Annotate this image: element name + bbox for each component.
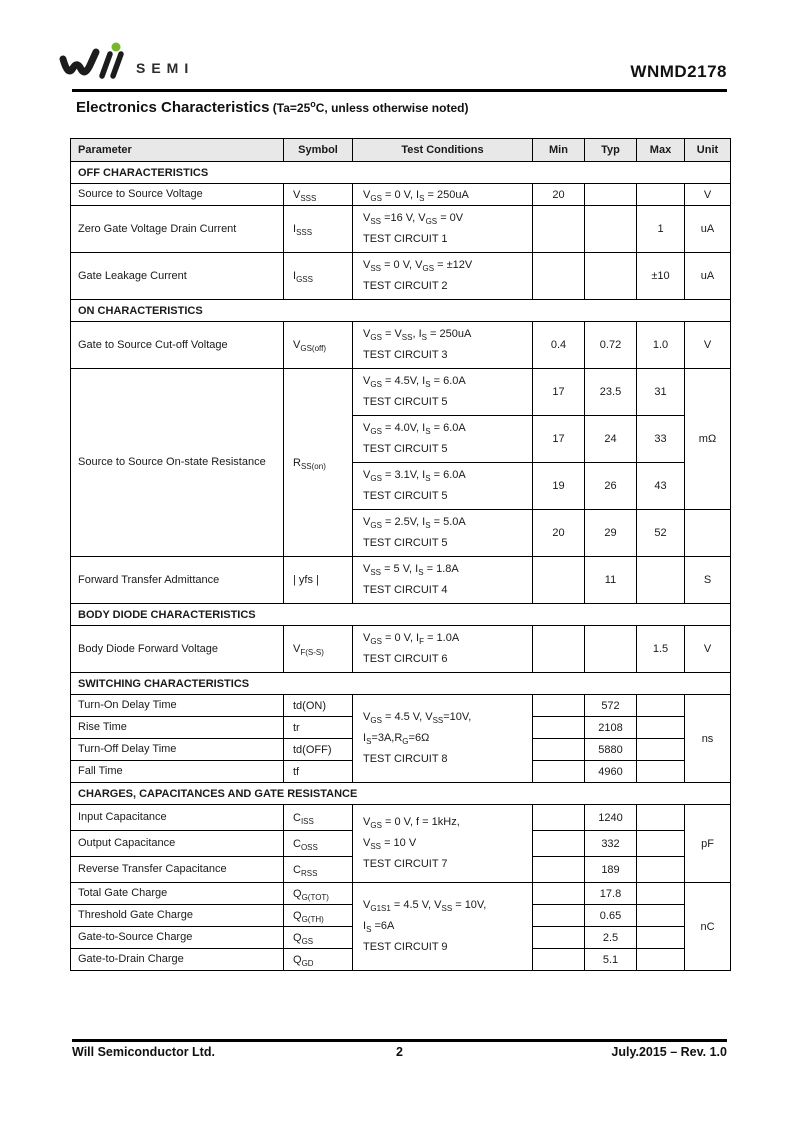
min-cell [533, 739, 585, 761]
min-cell [533, 761, 585, 783]
symbol-cell: $C_{RSS}$ [284, 857, 353, 883]
min-cell [533, 206, 585, 253]
min-cell: 17 [533, 416, 585, 463]
test-conditions-cell: $V_{SS} = 5$ V, $I_S = 1.8A$ TEST CIRCUIT 4 [353, 557, 533, 604]
max-cell: 1.5 [637, 626, 685, 673]
section-header-row [71, 673, 731, 695]
electronics-characteristics-table [70, 138, 731, 971]
parameter-cell: Gate-to-Drain Charge [71, 949, 284, 971]
section-header-row [71, 162, 731, 184]
min-cell [533, 949, 585, 971]
typ-cell: 0.72 [585, 322, 637, 369]
section-header-row [71, 300, 731, 322]
symbol-cell: $V_{SSS}$ [284, 184, 353, 206]
table-row [71, 322, 731, 369]
unit-cell: mΩ [685, 369, 731, 510]
max-cell [637, 927, 685, 949]
typ-cell: 2108 [585, 717, 637, 739]
min-cell: 17 [533, 369, 585, 416]
test-conditions-cell: $V_{SS} =16$ V, $V_{GS} = 0V$ TEST CIRCUIT 1 [353, 206, 533, 253]
symbol-cell: $I_{SSS}$ [284, 206, 353, 253]
footer-company: Will Semiconductor Ltd. [72, 1045, 215, 1059]
column-header-max: Max [637, 139, 685, 162]
header-rule [72, 89, 727, 92]
test-conditions-cell: $V_{GS} = 2.5V$, $I_S = 5.0A$ TEST CIRCUIT 5 [353, 510, 533, 557]
test-conditions-cell: $V_{GS} = V_{SS}$, $I_S = 250uA$ TEST CIRCUIT 3 [353, 322, 533, 369]
parameter-cell: Fall Time [71, 761, 284, 783]
table-row [71, 883, 731, 905]
max-cell: 1.0 [637, 322, 685, 369]
min-cell [533, 805, 585, 831]
section-title: CHARGES, CAPACITANCES AND GATE RESISTANCE [71, 783, 731, 805]
typ-cell [585, 206, 637, 253]
min-cell: 0.4 [533, 322, 585, 369]
table-row [71, 253, 731, 300]
test-conditions-cell: $V_{GS} = 4.0V$, $I_S = 6.0A$ TEST CIRCUIT 5 [353, 416, 533, 463]
parameter-cell: Body Diode Forward Voltage [71, 626, 284, 673]
table-row [71, 206, 731, 253]
section-title: ON CHARACTERISTICS [71, 300, 731, 322]
section-title: SWITCHING CHARACTERISTICS [71, 673, 731, 695]
unit-cell: uA [685, 206, 731, 253]
section-title: BODY DIODE CHARACTERISTICS [71, 604, 731, 626]
typ-cell: 1240 [585, 805, 637, 831]
column-header-min: Min [533, 139, 585, 162]
symbol-cell: td(ON) [284, 695, 353, 717]
parameter-cell: Source to Source Voltage [71, 184, 284, 206]
max-cell [637, 805, 685, 831]
typ-cell [585, 253, 637, 300]
title-main: Electronics Characteristics [76, 99, 270, 116]
max-cell [637, 717, 685, 739]
page-footer [72, 1045, 727, 1059]
min-cell [533, 905, 585, 927]
test-conditions-cell: $V_{GS} = 0$ V, $I_F = 1.0A$ TEST CIRCUIT 6 [353, 626, 533, 673]
max-cell: 1 [637, 206, 685, 253]
will-semi-logo [56, 42, 231, 95]
symbol-cell: | yfs | [284, 557, 353, 604]
typ-cell: 26 [585, 463, 637, 510]
min-cell [533, 557, 585, 604]
test-conditions-cell: $V_{GS} = 0$ V, $I_S = 250uA$ [353, 184, 533, 206]
brand-text: SEMI [136, 60, 195, 76]
typ-cell: 332 [585, 831, 637, 857]
test-conditions-cell: $V_{SS} = 0$ V, $V_{GS} = \pm 12V$ TEST CIRCUIT 2 [353, 253, 533, 300]
max-cell [637, 184, 685, 206]
parameter-cell: Threshold Gate Charge [71, 905, 284, 927]
column-header-typ: Typ [585, 139, 637, 162]
footer-rule [72, 1039, 727, 1042]
symbol-cell: $I_{GSS}$ [284, 253, 353, 300]
unit-cell: ns [685, 695, 731, 783]
max-cell [637, 949, 685, 971]
table-row [71, 695, 731, 717]
parameter-cell: Turn-Off Delay Time [71, 739, 284, 761]
unit-cell: V [685, 184, 731, 206]
section-header-row [71, 783, 731, 805]
typ-cell: 24 [585, 416, 637, 463]
max-cell [637, 831, 685, 857]
typ-cell: 29 [585, 510, 637, 557]
table-header-row [71, 139, 731, 162]
parameter-cell: Gate Leakage Current [71, 253, 284, 300]
table-row [71, 805, 731, 831]
part-number: WNMD2178 [630, 62, 727, 81]
min-cell: 19 [533, 463, 585, 510]
typ-cell: 5.1 [585, 949, 637, 971]
test-conditions-cell: $V_{GS} = 4.5V$, $I_S = 6.0A$ TEST CIRCUIT 5 [353, 369, 533, 416]
parameter-cell: Output Capacitance [71, 831, 284, 857]
typ-cell: 2.5 [585, 927, 637, 949]
typ-cell [585, 184, 637, 206]
parameter-cell: Input Capacitance [71, 805, 284, 831]
section-header-row [71, 604, 731, 626]
max-cell [637, 739, 685, 761]
parameter-cell: Gate-to-Source Charge [71, 927, 284, 949]
typ-cell [585, 626, 637, 673]
max-cell [637, 761, 685, 783]
min-cell [533, 717, 585, 739]
column-header-parameter: Parameter [71, 139, 284, 162]
table-row [71, 369, 731, 416]
logo-green-dot-icon [112, 43, 121, 52]
min-cell [533, 695, 585, 717]
symbol-cell: td(OFF) [284, 739, 353, 761]
typ-cell: 23.5 [585, 369, 637, 416]
symbol-cell: $C_{OSS}$ [284, 831, 353, 857]
parameter-cell: Source to Source On-state Resistance [71, 369, 284, 557]
parameter-cell: Zero Gate Voltage Drain Current [71, 206, 284, 253]
typ-cell: 189 [585, 857, 637, 883]
max-cell: 52 [637, 510, 685, 557]
min-cell [533, 831, 585, 857]
typ-cell: 572 [585, 695, 637, 717]
unit-cell [685, 510, 731, 557]
max-cell: 33 [637, 416, 685, 463]
unit-cell: uA [685, 253, 731, 300]
min-cell [533, 857, 585, 883]
max-cell [637, 857, 685, 883]
typ-cell: 4960 [585, 761, 637, 783]
max-cell [637, 905, 685, 927]
test-conditions-cell: $V_{GS} = 0$ V, f = 1kHz, $V_{SS} = 10$ V TEST CIRCUIT 7 [353, 805, 533, 883]
section-title: OFF CHARACTERISTICS [71, 162, 731, 184]
min-cell: 20 [533, 184, 585, 206]
parameter-cell: Forward Transfer Admittance [71, 557, 284, 604]
max-cell: 43 [637, 463, 685, 510]
min-cell [533, 883, 585, 905]
unit-cell: V [685, 626, 731, 673]
symbol-cell: tr [284, 717, 353, 739]
parameter-cell: Total Gate Charge [71, 883, 284, 905]
unit-cell: pF [685, 805, 731, 883]
column-header-unit: Unit [685, 139, 731, 162]
table-header [71, 139, 731, 162]
typ-cell: 17.8 [585, 883, 637, 905]
max-cell [637, 695, 685, 717]
table-row [71, 626, 731, 673]
parameter-cell: Rise Time [71, 717, 284, 739]
symbol-cell: $R_{SS(on)}$ [284, 369, 353, 557]
parameter-cell: Gate to Source Cut-off Voltage [71, 322, 284, 369]
min-cell [533, 626, 585, 673]
max-cell: 31 [637, 369, 685, 416]
max-cell [637, 883, 685, 905]
symbol-cell: $V_{GS(off)}$ [284, 322, 353, 369]
unit-cell: S [685, 557, 731, 604]
symbol-cell: $Q_{GS}$ [284, 927, 353, 949]
page-title [76, 99, 468, 117]
test-conditions-cell: $V_{G1S1} = 4.5$ V, $V_{SS} = 10V$, $I_S =6A$ TEST CIRCUIT 9 [353, 883, 533, 971]
footer-page-number: 2 [396, 1045, 403, 1059]
footer-revision: July.2015 – Rev. 1.0 [611, 1045, 727, 1059]
unit-cell: V [685, 322, 731, 369]
min-cell: 20 [533, 510, 585, 557]
parameter-cell: Reverse Transfer Capacitance [71, 857, 284, 883]
symbol-cell: $Q_{GD}$ [284, 949, 353, 971]
symbol-cell: $Q_{G(TH)}$ [284, 905, 353, 927]
unit-cell: nC [685, 883, 731, 971]
symbol-cell: tf [284, 761, 353, 783]
table-body [71, 162, 731, 971]
max-cell [637, 557, 685, 604]
typ-cell: 11 [585, 557, 637, 604]
parameter-cell: Turn-On Delay Time [71, 695, 284, 717]
column-header-test-conditions: Test Conditions [353, 139, 533, 162]
min-cell [533, 253, 585, 300]
symbol-cell: $C_{ISS}$ [284, 805, 353, 831]
min-cell [533, 927, 585, 949]
typ-cell: 0.65 [585, 905, 637, 927]
logo-mark-icon [56, 42, 231, 90]
column-header-symbol: Symbol [284, 139, 353, 162]
symbol-cell: $Q_{G(TOT)}$ [284, 883, 353, 905]
symbol-cell: $V_{F(S-S)}$ [284, 626, 353, 673]
title-note: ($Ta=25^oC$, unless otherwise noted) [269, 99, 469, 115]
typ-cell: 5880 [585, 739, 637, 761]
table-row [71, 557, 731, 604]
test-conditions-cell: $V_{GS} = 4.5$ V, $V_{SS}=10V$, $I_S=3A,R_G=6\Omega$ TEST CIRCUIT 8 [353, 695, 533, 783]
max-cell: ±10 [637, 253, 685, 300]
test-conditions-cell: $V_{GS} = 3.1V$, $I_S = 6.0A$ TEST CIRCUIT 5 [353, 463, 533, 510]
table-row [71, 184, 731, 206]
